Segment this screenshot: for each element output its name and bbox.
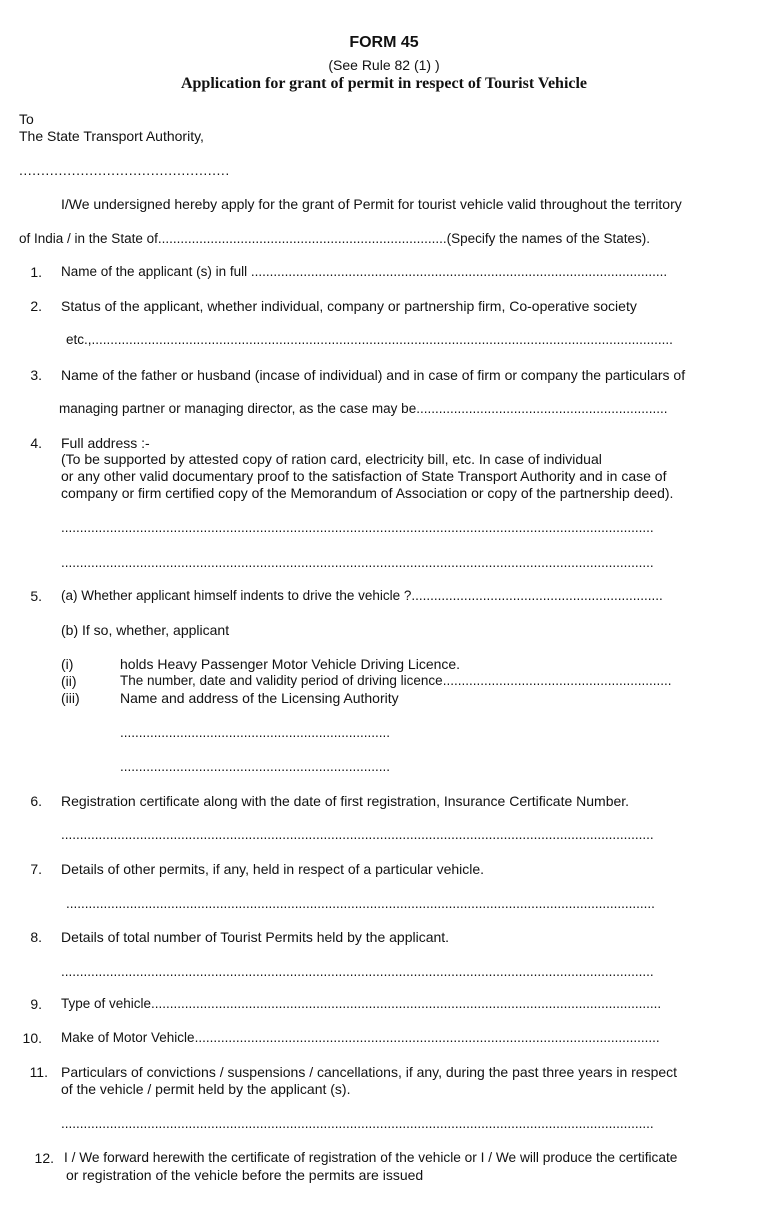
registration-cert-field[interactable]: .............................................................................................................................................................. xyxy=(61,827,654,842)
item-number: 5. xyxy=(30,588,42,604)
roman-numeral: (i) xyxy=(61,656,74,672)
item-number: 1. xyxy=(30,264,42,280)
licence-details-field[interactable]: The number, date and validity period of driving licence............................................................. xyxy=(120,673,672,688)
form-title: FORM 45 xyxy=(349,34,419,51)
convictions-label-line-1: Particulars of convictions / suspensions / cancellations, if any, during the past three years in respect xyxy=(61,1064,678,1080)
address-note-line-2: or any other valid documentary proof to the satisfaction of State Transport Authority and in case of xyxy=(61,468,667,484)
father-husband-label: Name of the father or husband (incase of individual) and in case of firm or company the particulars of xyxy=(61,367,686,383)
item-number: 11. xyxy=(29,1064,48,1080)
address-note-line-1: (To be supported by attested copy of ration card, electricity bill, etc. In case of individual xyxy=(61,451,602,467)
registration-forward-line-1: I / We forward herewith the certificate of registration of the vehicle or I / We will produce the certificate xyxy=(64,1150,678,1165)
roman-numeral: (ii) xyxy=(61,673,77,689)
rule-reference: (See Rule 82 (1) ) xyxy=(328,57,440,73)
licensing-authority-label: Name and address of the Licensing Authority xyxy=(120,690,399,706)
to-label: To xyxy=(19,111,34,127)
vehicle-make-field[interactable]: Make of Motor Vehicle............................................................................................................................ xyxy=(61,1030,660,1045)
hpmv-licence-item: holds Heavy Passenger Motor Vehicle Driving Licence. xyxy=(120,656,461,672)
item-number: 3. xyxy=(30,367,42,383)
item-number: 8. xyxy=(30,929,42,945)
authority-label: The State Transport Authority, xyxy=(19,128,204,144)
authority-address-blank[interactable]: ................................................ xyxy=(19,162,230,178)
licensing-authority-field-2[interactable]: ........................................................................ xyxy=(120,759,391,774)
licensing-authority-field-1[interactable]: ........................................................................ xyxy=(120,725,391,740)
full-address-label: Full address :- xyxy=(61,435,150,451)
self-drive-field[interactable]: (a) Whether applicant himself indents to drive the vehicle ?................................................................... xyxy=(61,588,663,603)
intro-line-1: I/We undersigned hereby apply for the grant of Permit for tourist vehicle valid throughout the territory xyxy=(61,196,682,212)
vehicle-type-field[interactable]: Type of vehicle........................................................................................................................................ xyxy=(61,996,662,1011)
item-number: 2. xyxy=(30,298,42,314)
if-so-label: (b) If so, whether, applicant xyxy=(61,622,230,638)
item-number: 12. xyxy=(34,1150,54,1166)
item-number: 10. xyxy=(22,1030,42,1046)
other-permits-field[interactable]: ............................................................................................................................................................. xyxy=(66,896,655,911)
tourist-permits-label: Details of total number of Tourist Permits held by the applicant. xyxy=(61,929,450,945)
intro-line-2: of India / in the State of.............................................................................(Specify the names of the States). xyxy=(19,231,650,246)
item-number: 4. xyxy=(30,435,42,451)
convictions-field[interactable]: .............................................................................................................................................................. xyxy=(61,1116,654,1131)
applicant-status-field[interactable]: etc.,........................................................................................................................................................... xyxy=(66,332,673,347)
roman-numeral: (iii) xyxy=(61,690,80,706)
applicant-name-field[interactable]: Name of the applicant (s) in full ............................................................................................................... xyxy=(61,264,668,279)
address-note-line-3: company or firm certified copy of the Memorandum of Association or copy of the partnership deed). xyxy=(61,485,674,501)
convictions-label-line-2: of the vehicle / permit held by the applicant (s). xyxy=(61,1081,351,1097)
address-field-line-2[interactable]: .............................................................................................................................................................. xyxy=(61,555,654,570)
registration-cert-label: Registration certificate along with the date of first registration, Insurance Certificate Number. xyxy=(61,793,630,809)
item-number: 7. xyxy=(30,861,42,877)
registration-forward-line-2: or registration of the vehicle before the permits are issued xyxy=(66,1167,424,1183)
address-field-line-1[interactable]: .............................................................................................................................................................. xyxy=(61,520,654,535)
other-permits-label: Details of other permits, if any, held in respect of a particular vehicle. xyxy=(61,861,485,877)
applicant-status-label: Status of the applicant, whether individual, company or partnership firm, Co-operative society xyxy=(61,298,637,314)
item-number: 9. xyxy=(30,996,42,1012)
tourist-permits-field[interactable]: .............................................................................................................................................................. xyxy=(61,964,654,979)
form-heading: Application for grant of permit in respect of Tourist Vehicle xyxy=(180,75,588,92)
item-number: 6. xyxy=(30,793,42,809)
father-husband-field[interactable]: managing partner or managing director, as the case may be................................................................... xyxy=(59,401,668,416)
